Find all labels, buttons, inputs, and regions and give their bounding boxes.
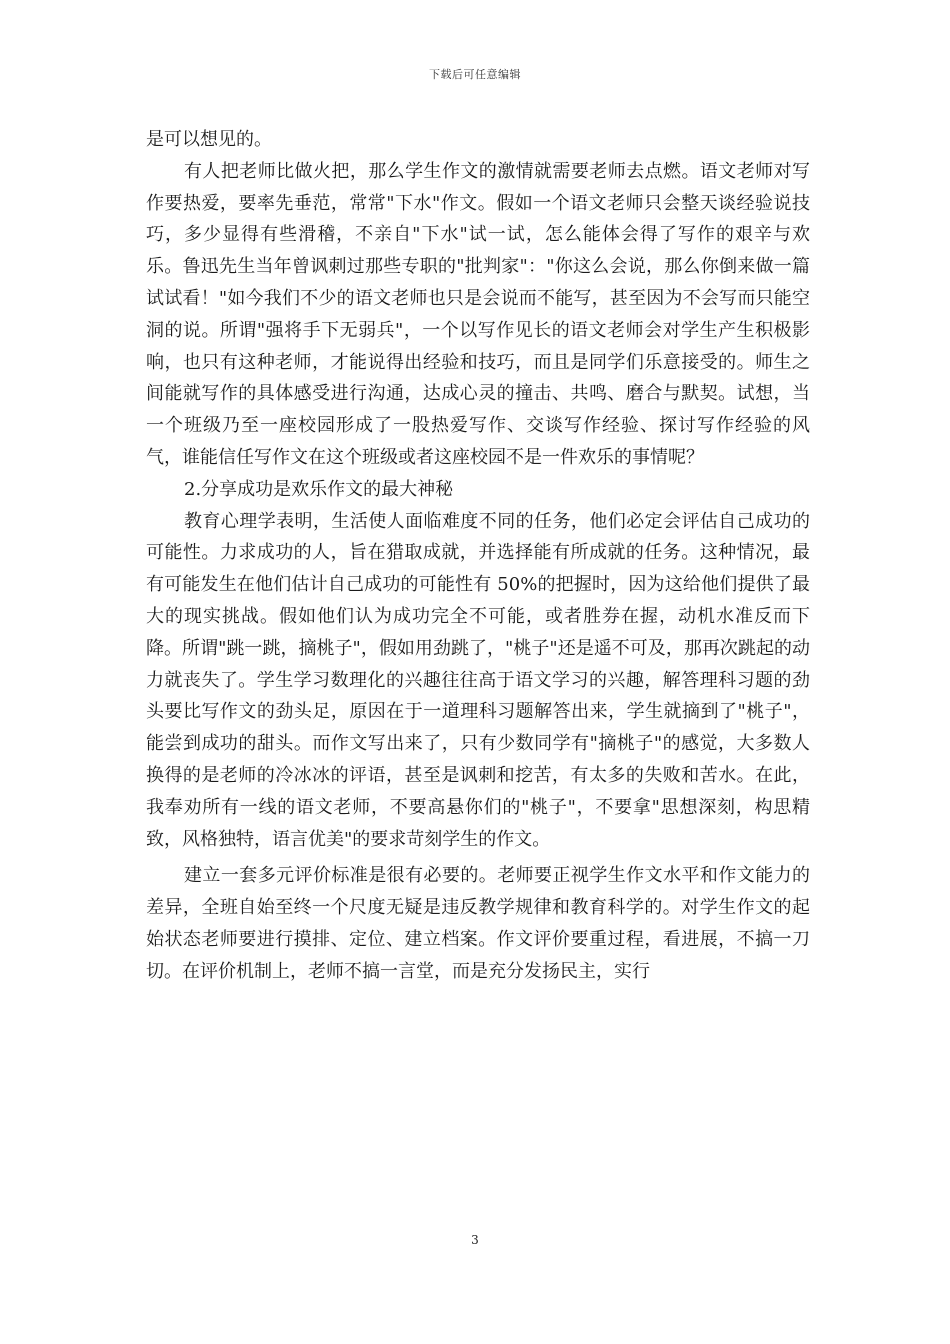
- page-header: 下载后可任意编辑: [429, 68, 521, 81]
- paragraph: 建立一套多元评价标准是很有必要的。老师要正视学生作文水平和作文能力的差异，全班自始至终一个尺度无疑是违反教学规律和教育科学的。对学生作文的起始状态老师要进行摸排、定位、建立档案。作文评价要重过程，看进展，不搞一刀切。在评价机制上，老师不搞一言堂，而是充分发扬民主，实行: [146, 865, 810, 982]
- section-heading: 2.分享成功是欢乐作文的最大神秘: [184, 478, 454, 500]
- page-number: 3: [471, 1233, 479, 1247]
- body-text: [146, 124, 810, 988]
- paragraph-continuation: 是可以想见的。: [146, 129, 272, 150]
- paragraph: 有人把老师比做火把，那么学生作文的激情就需要老师去点燃。语文老师对写作要热爱，要率先垂范，常常"下水"作文。假如一个语文老师只会整天谈经验说技巧，多少显得有些滑稽，不亲自"下水"试一试，怎么能体会得了写作的艰辛与欢乐。鲁迅先生当年曾讽刺过那些专职的"批判家"："你这么会说，那么你倒来做一篇试试看！"如今我们不少的语文老师也只是会说而不能写，甚至因为不会写而只能空洞的说。所谓"强将手下无弱兵"，一个以写作见长的语文老师会对学生产生积极影响，也只有这种老师，才能说得出经验和技巧，而且是同学们乐意接受的。师生之间能就写作的具体感受进行沟通，达成心灵的撞击、共鸣、磨合与默契。试想，当一个班级乃至一座校园形成了一股热爱写作、交谈写作经验、探讨写作经验的风气，谁能信任写作文在这个班级或者这座校园不是一件欢乐的事情呢？: [146, 160, 810, 468]
- paragraph: 教育心理学表明，生活使人面临难度不同的任务，他们必定会评估自己成功的可能性。力求成功的人，旨在猎取成就，并选择能有所成就的任务。这种情况，最有可能发生在他们估计自己成功的可能性有 50%的把握时，因为这给他们提供了最大的现实挑战。假如他们认为成功完全不可能，或者胜券在握，动机水准反而下降。所谓"跳一跳，摘桃子"，假如用劲跳了，"桃子"还是遥不可及，那再次跳起的动力就丧失了。学生学习数理化的兴趣往往高于语文学习的兴趣，解答理科习题的劲头要比写作文的劲头足，原因在于一道理科习题解答出来，学生就摘到了"桃子"，能尝到成功的甜头。而作文写出来了，只有少数同学有"摘桃子"的感觉，大多数人换得的是老师的冷冰冰的评语，甚至是讽刺和挖苦，有太多的失败和苦水。在此，我奉劝所有一线的语文老师，不要高悬你们的"桃子"，不要拿"思想深刻，构思精致，风格独特，语言优美"的要求苛刻学生的作文。: [146, 510, 810, 850]
